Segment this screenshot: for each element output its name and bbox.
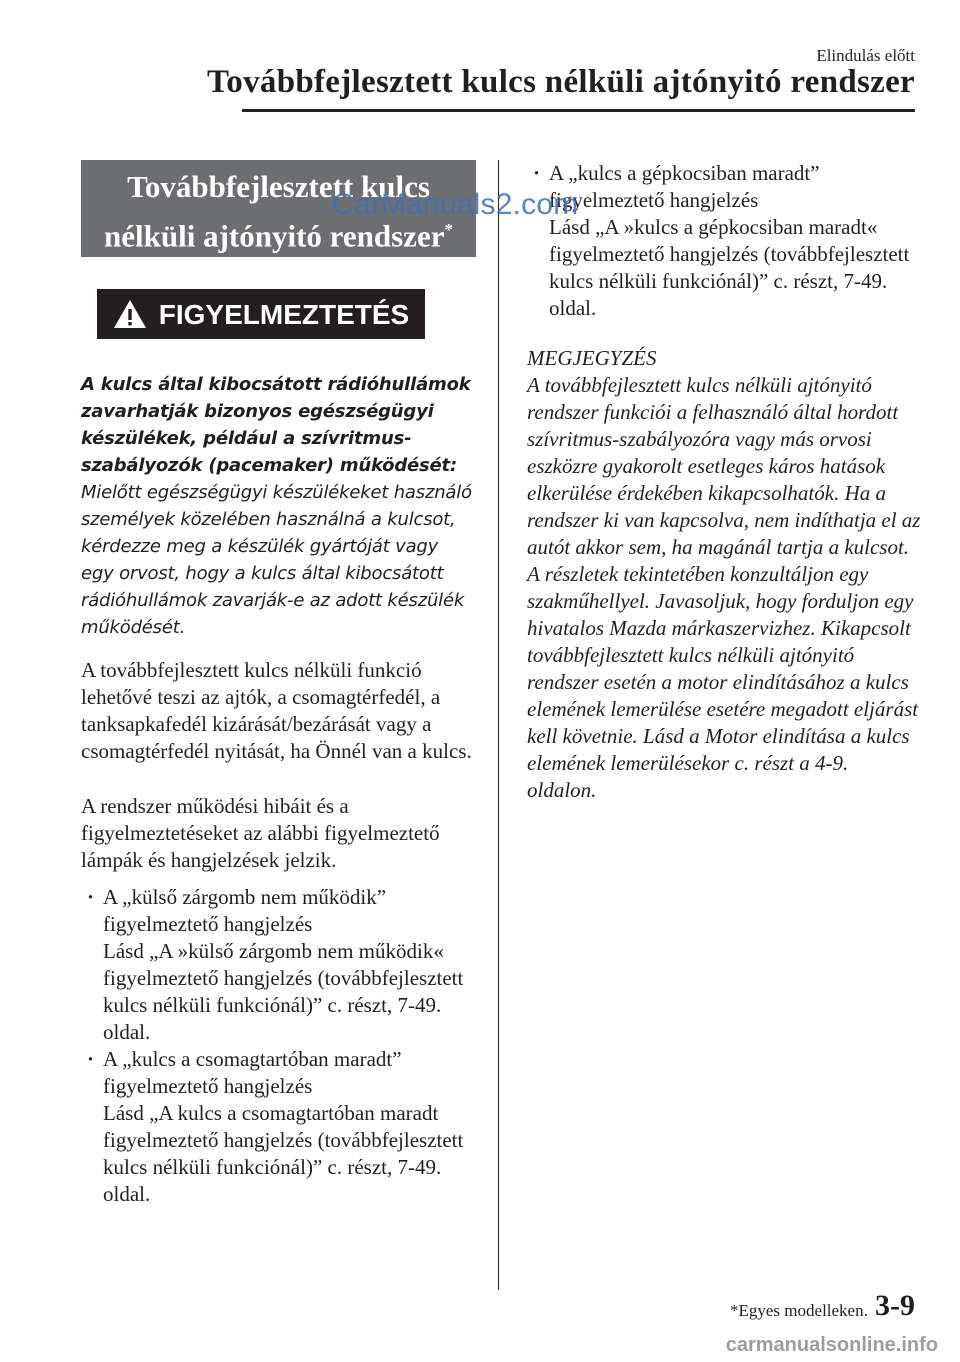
left-column [81,160,476,1208]
warning-list [81,884,476,1208]
header-rule [242,109,915,112]
note-text: A továbbfejlesztett kulcs nélküli ajtónyitó rendszer funkciói a felhasználó által hordott szívritmus-szabályozóra vagy más orvosi eszközre gyakorolt esetleges káros hatások elkerülése érdekében kikapcsolhatók. Ha a rendszer ki van kapcsolva, nem indíthatja el az autót akkor sem, ha magánál tartja a kulcsot. A részletek tekintetében konzultáljon egy szakműhellyel. Javasoljuk, hogy forduljon egy hivatalos Mazda márkaszervizhez. Kikapcsolt továbbfejlesztett kulcs nélküli ajtónyitó rendszer esetén a motor elindításához a kulcs elemének lemerülése esetére megadott eljárást kell követnie. Lásd a Motor elindítása a kulcs elemének lemerülésekor c. részt a 4-9. oldalon. [527,373,921,802]
footnote: *Egyes modelleken. [730,1301,868,1320]
list-item [527,160,922,322]
warning-bold-text: A kulcs által kibocsátott rádióhullámok zavarhatják bizonyos egészségügyi készülékek, például a szívritmus-szabályozók (pacemaker) működését: [81,374,471,476]
section-title-line2-text: nélküli ajtónyitó rendszer [104,218,445,254]
list-item-title: · A „külső zárgomb nem működik” figyelmeztető hangjelzés [103,885,387,936]
warning-banner [97,289,425,339]
warning-body [81,371,476,641]
list-item-reference: Lásd „A »kulcs a gépkocsiban maradt« figyelmeztető hangjelzés (továbbfejlesztett kulcs nélküli funkciónál)” c. részt, 7-49. oldal. [549,215,910,320]
list-item [81,1046,476,1208]
warning-triangle-icon [113,299,147,329]
note-block [527,345,922,804]
list-item-title: · A „kulcs a csomagtartóban maradt” figyelmeztető hangjelzés [103,1047,402,1098]
list-item-reference: Lásd „A »külső zárgomb nem működik« figyelmeztető hangjelzés (továbbfejlesztett kulcs nélküli funkciónál)” c. részt, 7-49. oldal. [103,939,464,1044]
intro-paragraph: A továbbfejlesztett kulcs nélküli funkció lehetővé teszi az ajtók, a csomagtérfedél, a tanksapkafedél kizárását/bezárását vagy a csomagtérfedél nyitását, ha Önnél van a kulcs. [81,658,472,763]
model-asterisk: * [444,220,453,239]
warning-label: FIGYELMEZTETÉS [158,298,410,330]
warning-text: Mielőtt egészségügyi készülékeket használó személyek közelében használná a kulcsot, kérdezze meg a készülék gyártóját vagy egy orvost, hogy a kulcs által kibocsátott rádióhullámok zavarják-e az adott készülék működését. [81,482,472,638]
column-divider [498,160,499,1290]
list-item-title: · A „kulcs a gépkocsiban maradt” figyelmeztető hangjelzés [549,161,820,212]
page-title: Továbbfejlesztett kulcs nélküli ajtónyitó rendszer [207,64,915,100]
section-header: Elindulás előtt [816,46,915,65]
note-heading: MEGJEGYZÉS [527,346,657,370]
indicators-paragraph: A rendszer működési hibáit és a figyelmeztetéseket az alábbi figyelmeztető lámpák és hangjelzések jelzik. [81,794,440,872]
page-number: 3-9 [875,1289,915,1322]
list-item-reference: Lásd „A kulcs a csomagtartóban maradt figyelmeztető hangjelzés (továbbfejlesztett kulcs nélküli funkciónál)” c. részt, 7-49. oldal. [103,1101,464,1206]
watermark-text: CarManuals2.com [332,188,579,221]
warning-list-continued [527,160,922,322]
list-item [81,884,476,1046]
footer-watermark: carmanualsonline.info [725,1334,938,1356]
right-column [527,160,922,804]
section-title-line1: Továbbfejlesztett kulcs [127,169,430,204]
